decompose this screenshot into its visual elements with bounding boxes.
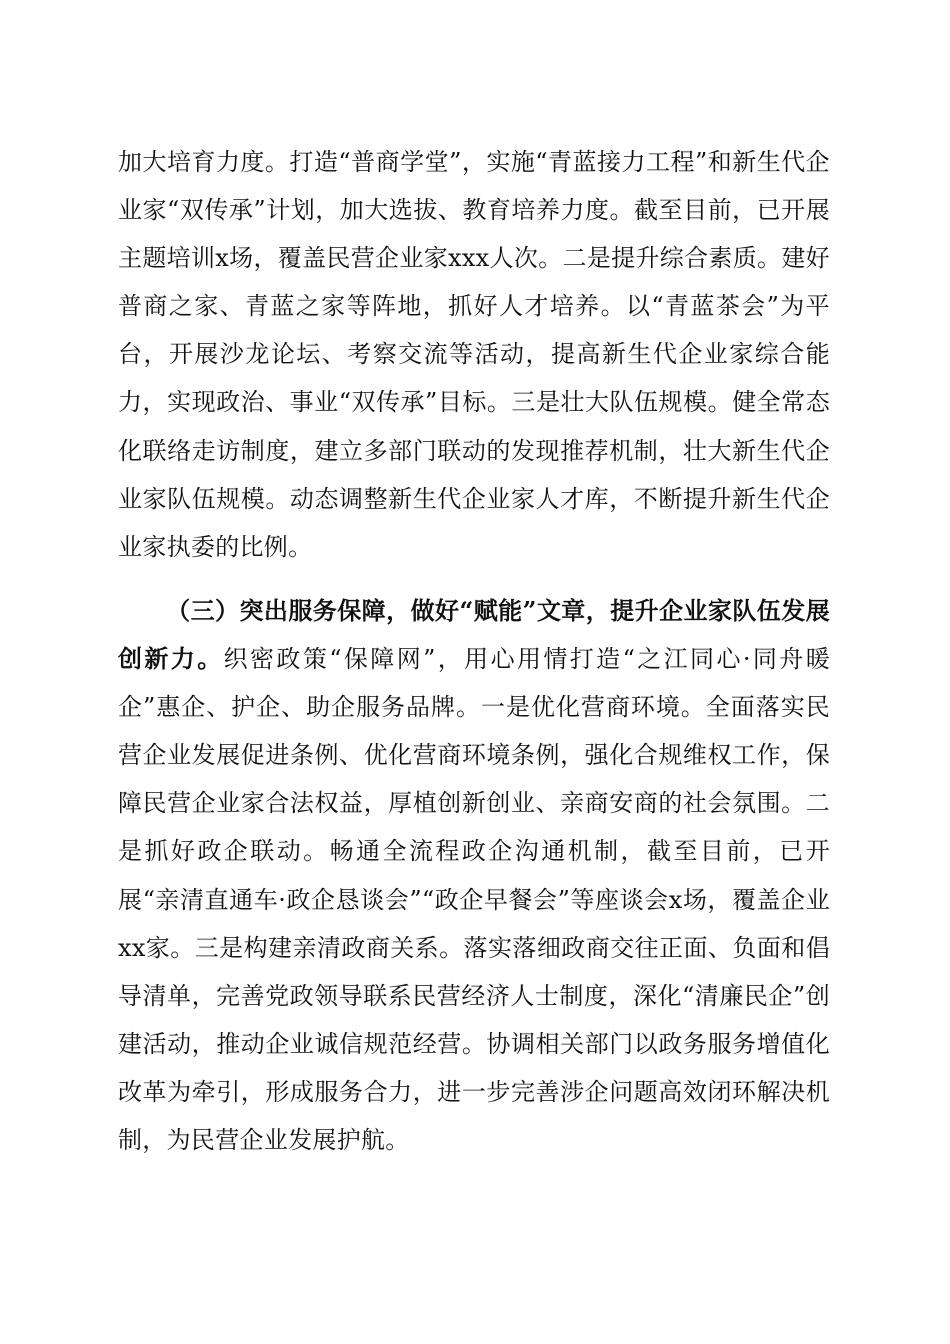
paragraph-body-1: 加大培育力度。打造“普商学堂”，实施“青蓝接力工程”和新生代企业家“双传承”计划，加大选拔、教育培养力度。截至目前，已开展主题培训x场，覆盖民营企业家xxx人次。二是提升综合素质。建好普商之家、青蓝之家等阵地，抓好人才培养。以“青蓝茶会”为平台，开展沙龙论坛、考察交流等活动，提高新生代企业家综合能力，实现政治、事业“双传承”目标。三是壮大队伍规模。健全常态化联络走访制度，建立多部门联动的发现推荐机制，壮大新生代企业家队伍规模。动态调整新生代企业家人才库，不断提升新生代企业家执委的比例。: [118, 148, 830, 561]
paragraph-body-2: 织密政策“保障网”，用心用情打造“之江同心·同舟暖企”惠企、护企、助企服务品牌。一是优化营商环境。全面落实民营企业发展促进条例、优化营商环境条例，强化合规维权工作，保障民营企业家合法权益，厚植创新创业、亲商安商的社会氛围。二是抓好政企联动。畅通全流程政企沟通机制，截至目前，已开展“亲清直通车·政企恳谈会”“政企早餐会”等座谈会x场，覆盖企业xx家。三是构建亲清政商关系。落实落细政商交往正面、负面和倡导清单，完善党政领导联系民营经济人士制度，深化“清廉民企”创建活动，推动企业诚信规范经营。协调相关部门以政务服务增值化改革为牵引，形成服务合力，进一步完善涉企问题高效闭环解决机制，为民营企业发展护航。: [118, 645, 830, 1155]
section-heading: （三）突出服务保障，做好“赋能”文章，提升企业家队伍发展创新力。: [118, 596, 830, 674]
paragraph-2: [118, 587, 830, 1164]
